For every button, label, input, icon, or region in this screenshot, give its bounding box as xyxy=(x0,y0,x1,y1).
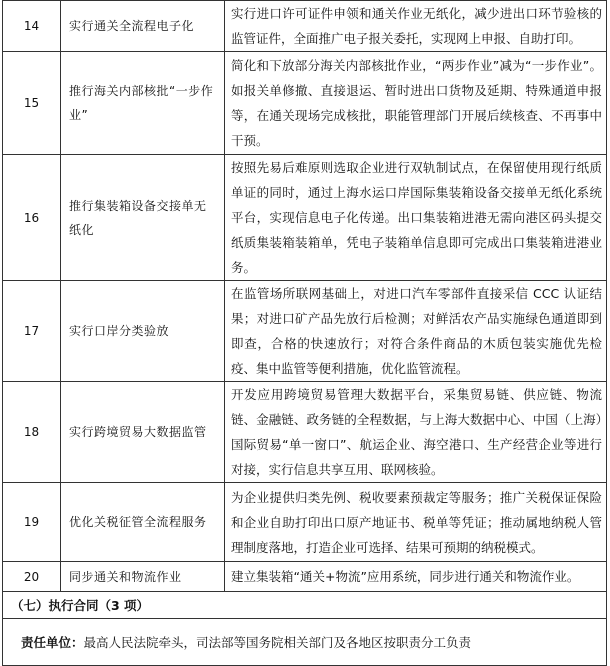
measure-name: 推行海关内部核批“一步作业” xyxy=(61,52,225,155)
table-row xyxy=(3,155,607,281)
table-row xyxy=(3,1,607,52)
measure-name: 实行跨境贸易大数据监管 xyxy=(61,382,225,483)
row-number: 20 xyxy=(3,562,61,592)
row-number: 17 xyxy=(3,281,61,382)
row-number: 15 xyxy=(3,52,61,155)
responsibility-row xyxy=(3,619,607,666)
responsibility-text: 最高人民法院牵头，司法部等国务院相关部门及各地区按职责分工负责 xyxy=(83,635,472,650)
measure-description: 简化和下放部分海关内部核批作业，“两步作业”减为“一步作业”。如报关单修撤、直接退运、暂时进出口货物及延期、特殊通道申报等，在通关现场完成核批，职能管理部门开展后续核查、不再事中干预。 xyxy=(225,52,607,155)
measure-description: 为企业提供归类先例、税收要素预裁定等服务；推广关税保证保险和企业自助打印出口原产地证书、税单等凭证；推动属地纳税人管理制度落地，打造企业可选择、结果可预期的纳税模式。 xyxy=(225,483,607,562)
table-row xyxy=(3,483,607,562)
table-row xyxy=(3,52,607,155)
table-row xyxy=(3,562,607,592)
section-heading: （七）执行合同（3 项） xyxy=(3,592,607,619)
measure-name: 推行集装箱设备交接单无纸化 xyxy=(61,155,225,281)
measure-description: 在监管场所联网基础上，对进口汽车零部件直接采信 CCC 认证结果；对进口矿产品先放行后检测；对鲜活农产品实施绿色通道即到即查，合格的快速放行；对符合条件商品的木质包装实施优先检疫、集中监管等便利措施，优化监管流程。 xyxy=(225,281,607,382)
table-row xyxy=(3,382,607,483)
table-row xyxy=(3,281,607,382)
row-number: 18 xyxy=(3,382,61,483)
measure-description: 实行进口许可证件申领和通关作业无纸化，减少进出口环节验核的监管证件，全面推广电子报关委托，实现网上申报、自助打印。 xyxy=(225,1,607,52)
row-number: 16 xyxy=(3,155,61,281)
measure-name: 实行口岸分类验放 xyxy=(61,281,225,382)
measure-name: 优化关税征管全流程服务 xyxy=(61,483,225,562)
measure-description: 建立集装箱“通关+物流”应用系统，同步进行通关和物流作业。 xyxy=(225,562,607,592)
measure-name: 同步通关和物流作业 xyxy=(61,562,225,592)
row-number: 19 xyxy=(3,483,61,562)
measure-description: 开发应用跨境贸易管理大数据平台，采集贸易链、供应链、物流链、金融链、政务链的全程数据，与上海大数据中心、中国（上海）国际贸易“单一窗口”、航运企业、海空港口、生产经营企业等进行对接，实行信息共享互用、联网核验。 xyxy=(225,382,607,483)
measure-name: 实行通关全流程电子化 xyxy=(61,1,225,52)
measure-description: 按照先易后难原则选取企业进行双轨制试点，在保留使用现行纸质单证的同时，通过上海水运口岸国际集装箱设备交接单无纸化系统平台，实现信息电子化传递。出口集装箱进港无需向港区码头提交纸质集装箱装箱单，凭电子装箱单信息即可完成出口集装箱进港业务。 xyxy=(225,155,607,281)
row-number: 14 xyxy=(3,1,61,52)
responsibility-label: 责任单位： xyxy=(21,635,84,650)
responsibility-cell xyxy=(3,619,607,666)
section-heading-row xyxy=(3,592,607,619)
policy-table xyxy=(2,0,607,666)
